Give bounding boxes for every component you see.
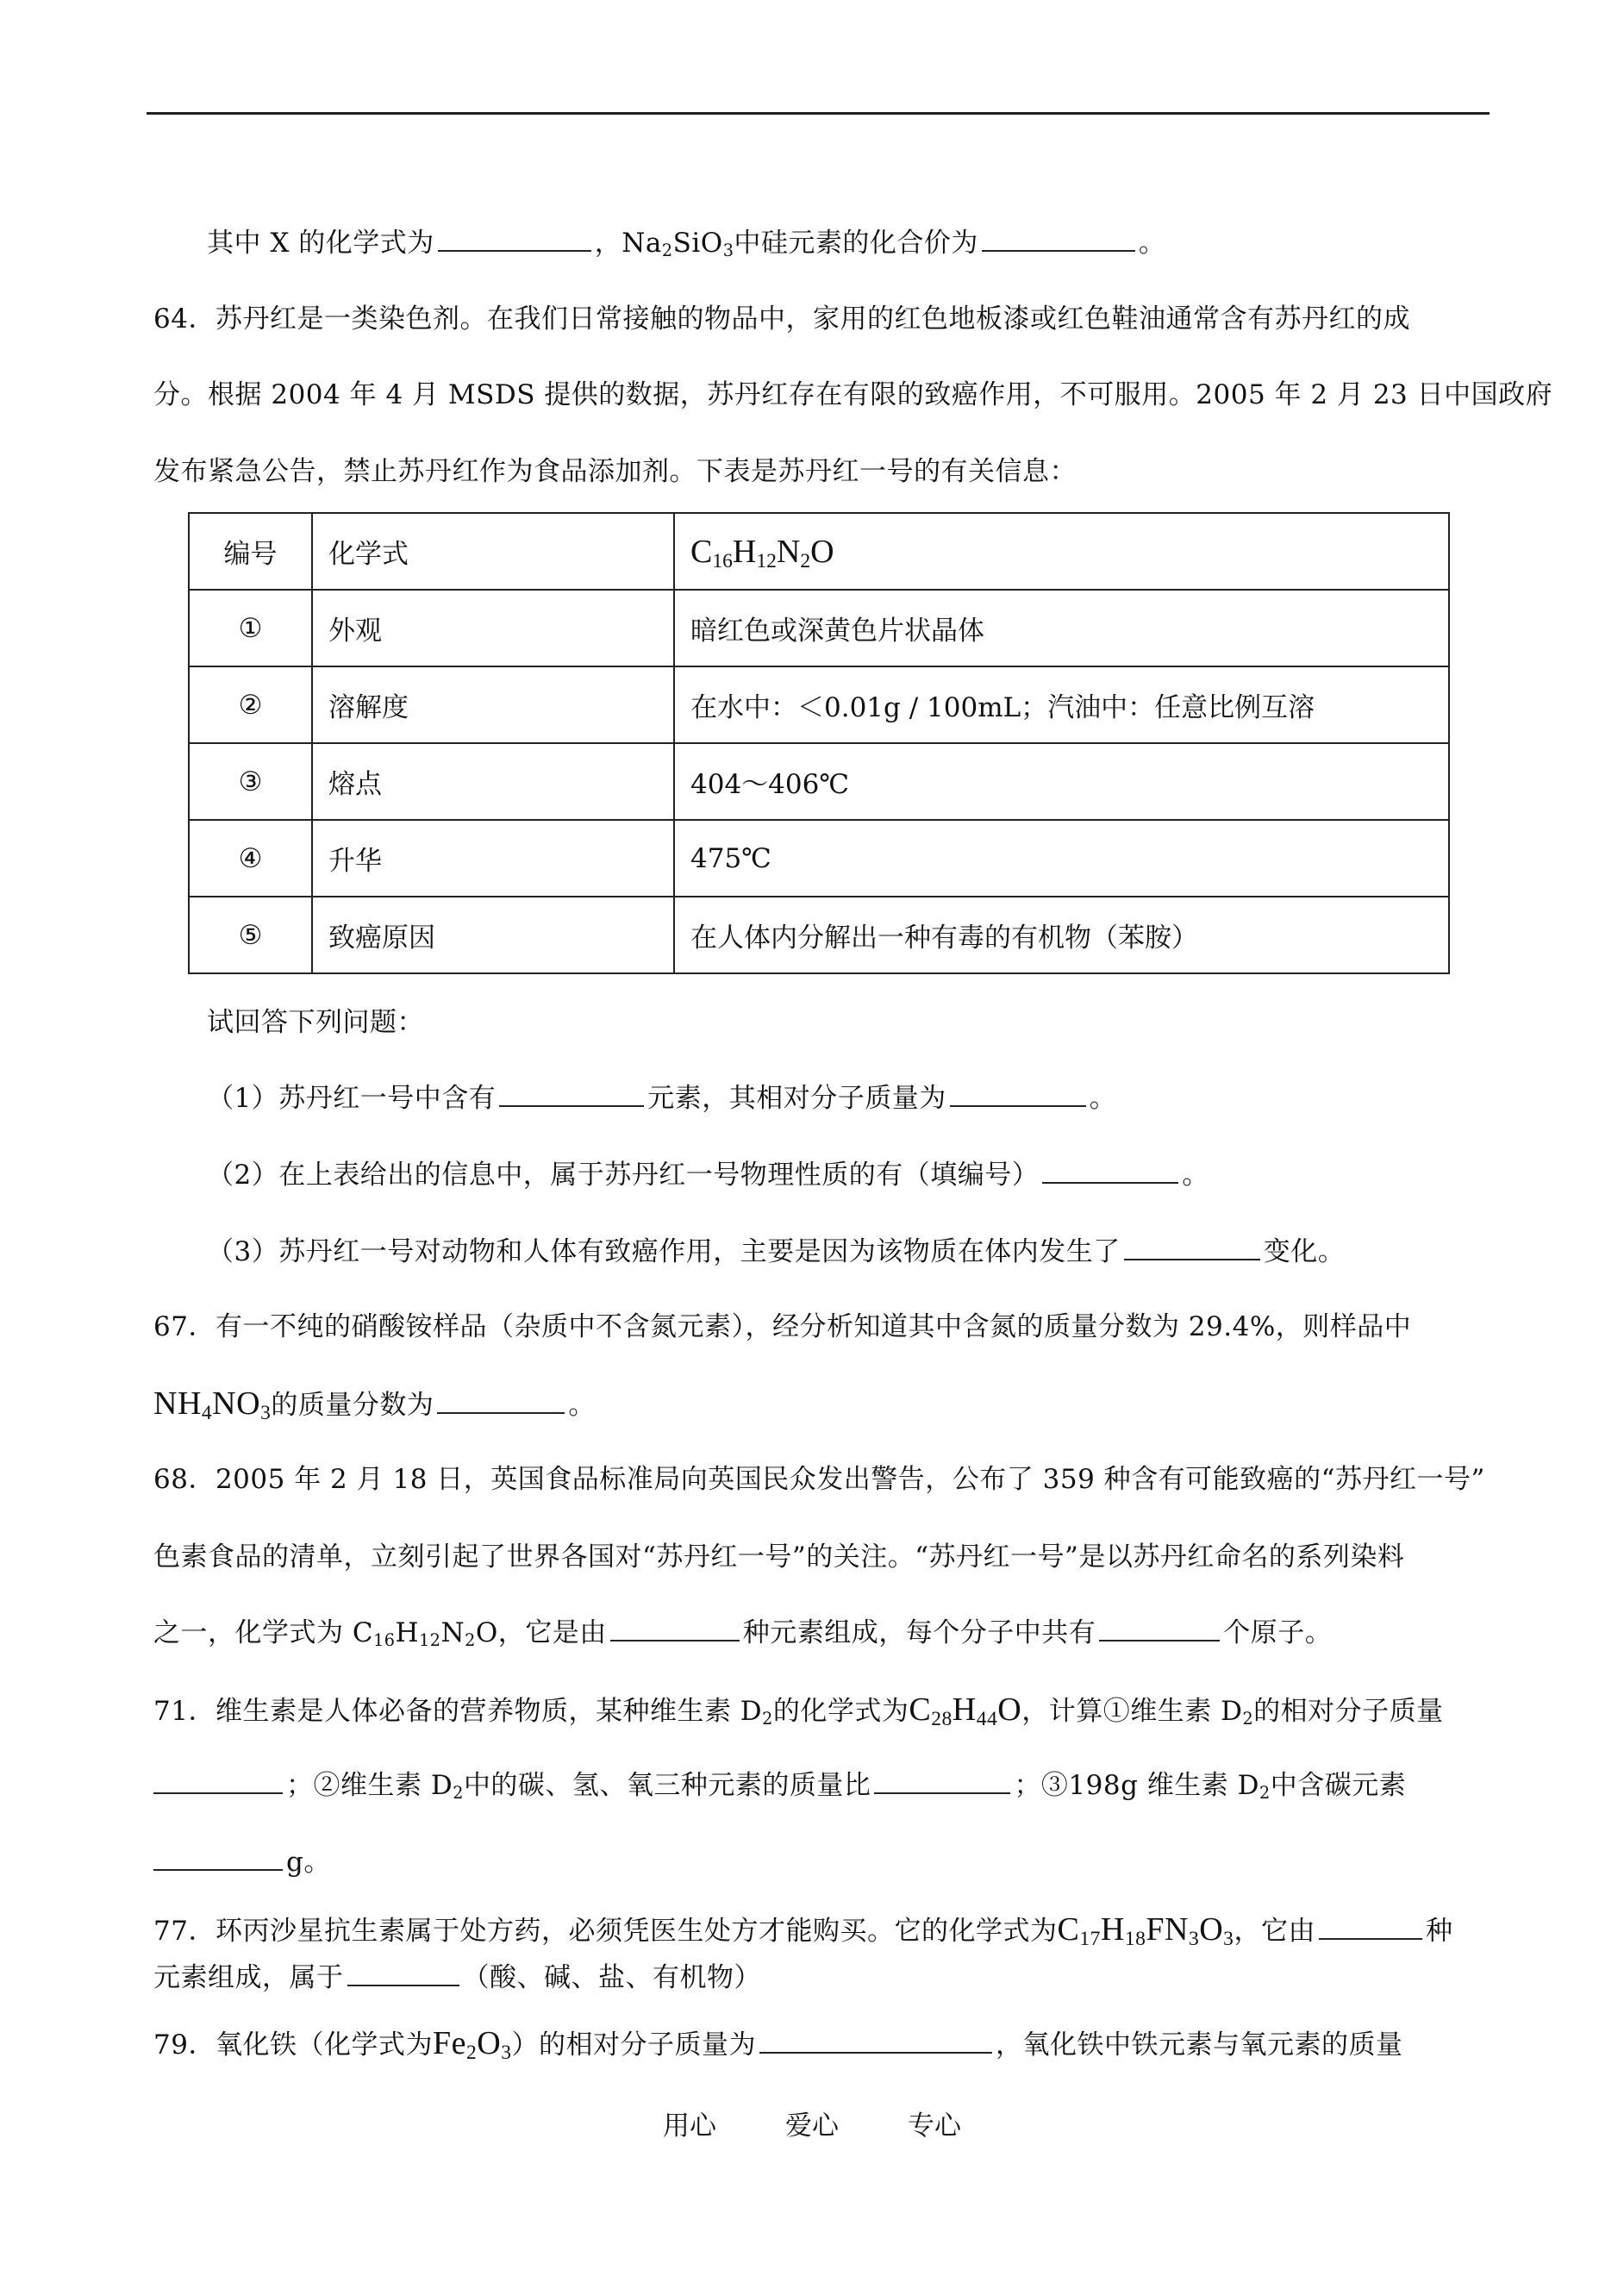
table-cell-num: ③ [189,743,312,820]
table-cell-prop: 化学式 [312,513,674,590]
table-cell-value: 在人体内分解出一种有毒的有机物（苯胺） [674,897,1449,973]
table-cell-prop: 熔点 [312,743,674,820]
q67-text-line-1: 67．有一不纯的硝酸铵样品（杂质中不含氮元素），经分析知道其中含氮的质量分数为 29.4%，则样品中 [153,1311,1412,1342]
footer-text: 爱心 [785,2111,839,2142]
answer-blank[interactable] [499,1081,644,1107]
q64-subquestion-2: （2）在上表给出的信息中，属于苏丹红一号物理性质的有（填编号） 。 [207,1160,1209,1191]
table-header-row [189,513,1449,590]
q71-text-line-3: g。 [153,1845,1490,1879]
answer-blank[interactable] [982,226,1135,252]
q71-text-line-2: ；②维生素 $D_2$中的碳、氢、氧三种元素的质量比 ；③198g 维生素 $D_2$中含碳元素 [153,1768,1490,1803]
sudan-red-info-table [188,512,1450,974]
q68-text-line-3: 之一，化学式为 $C_{16}H_{12}N_2O$，它是由 种元素组成，每个分子中共有 个原子。 [153,1617,1333,1650]
answer-blank[interactable] [347,1960,459,1986]
q68-text-line-2: 色素食品的清单，立刻引起了世界各国对“苏丹红一号”的关注。“苏丹红一号”是以苏丹红命名的系列染料 [153,1541,1405,1573]
answer-blank[interactable] [438,226,591,252]
table-row [189,590,1449,666]
q64-subquestion-3: （3）苏丹红一号对动物和人体有致癌作用，主要是因为该物质在体内发生了 变化。 [207,1236,1346,1267]
q77-text-line-1: 77．环丙沙星抗生素属于处方药，必须凭医生处方才能购买。它的化学式为$C_{17}H_{18}FN_3O_3$，它由 种 [153,1911,1453,1950]
q64-subquestion-1: （1）苏丹红一号中含有 元素，其相对分子质量为 。 [207,1083,1117,1114]
table-cell-value: 暗红色或深黄色片状晶体 [674,590,1449,666]
answer-blank[interactable] [950,1081,1086,1107]
table-row [189,820,1449,897]
table-cell-prop: 溶解度 [312,666,674,743]
answer-blank[interactable] [153,1768,283,1794]
table-row [189,897,1449,973]
answer-blank[interactable] [1124,1235,1260,1260]
q77-text-line-2: 元素组成，属于 （酸、碱、盐、有机物） [153,1962,761,1993]
q64-prompt: 试回答下列问题： [207,1007,424,1038]
table-cell-value: 475℃ [674,820,1449,897]
answer-blank[interactable] [1319,1914,1422,1940]
page-footer [0,2104,1624,2142]
q68-text-line-1: 68．2005 年 2 月 18 日，英国食品标准局向英国民众发出警告，公布了 359 种含有可能致癌的“苏丹红一号” [153,1464,1485,1495]
q64-text-line-3: 发布紧急公告，禁止苏丹红作为食品添加剂。下表是苏丹红一号的有关信息： [153,456,1077,487]
table-cell-prop: 致癌原因 [312,897,674,973]
table-cell-prop: 外观 [312,590,674,666]
answer-blank[interactable] [1042,1158,1178,1184]
table-cell-num: ② [189,666,312,743]
footer-text: 专心 [908,2111,961,2142]
q71-text-line-1: 71．维生素是人体必备的营养物质，某种维生素 $D_2$的化学式为$C_{28}H_{44}O$，计算①维生素 $D_2$的相对分子质量 [153,1692,1444,1730]
answer-blank[interactable] [874,1768,1010,1794]
table-cell-value: 在水中：＜0.01g / 100mL；汽油中：任意比例互溶 [674,666,1449,743]
table-cell-formula: $C_{16}H_{12}N_2O$ [674,513,1449,590]
table-cell-num: ⑤ [189,897,312,973]
q64-text-line-1: 64．苏丹红是一类染色剂。在我们日常接触的物品中，家用的红色地板漆或红色鞋油通常含有苏丹红的成 [153,303,1410,335]
table-cell-value: 404～406℃ [674,743,1449,820]
table-cell-prop: 升华 [312,820,674,897]
answer-blank[interactable] [1099,1616,1220,1642]
q63-formula-question: 其中 X 的化学式为 ，$Na_2SiO_3$中硅元素的化合价为 。 [207,228,1166,260]
footer-text: 用心 [663,2111,716,2142]
answer-blank[interactable] [759,2028,992,2054]
q79-text-line-1: 79．氧化铁（化学式为$Fe_2O_3$）的相对分子质量为 ，氧化铁中铁元素与氧元素的质量 [153,2025,1403,2064]
table-row [189,666,1449,743]
q67-text-line-2: $NH_4NO_3$的质量分数为 。 [153,1385,596,1424]
table-cell-num: ① [189,590,312,666]
table-cell-num: ④ [189,820,312,897]
answer-blank[interactable] [153,1845,283,1871]
table-cell-num: 编号 [189,513,312,590]
answer-blank[interactable] [610,1616,740,1642]
table-row [189,743,1449,820]
answer-blank[interactable] [437,1388,565,1414]
header-rule [147,112,1490,115]
q64-text-line-2: 分。根据 2004 年 4 月 MSDS 提供的数据，苏丹红存在有限的致癌作用，不可服用。2005 年 2 月 23 日中国政府 [153,379,1553,410]
